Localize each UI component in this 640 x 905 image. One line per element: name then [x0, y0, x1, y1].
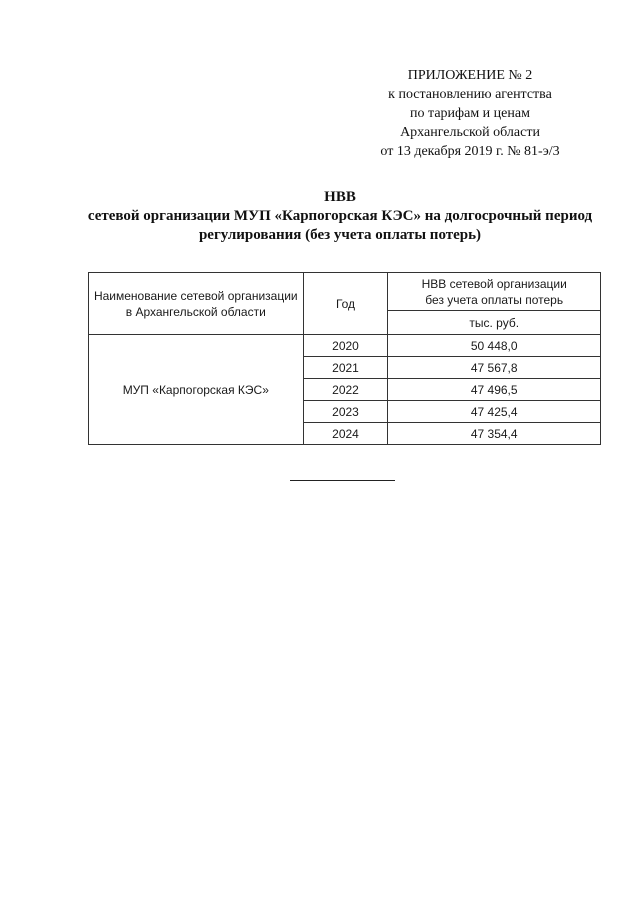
- header-value-line1: НВВ сетевой организации: [421, 276, 567, 291]
- year-cell: 2021: [303, 357, 388, 379]
- value-cell: 50 448,0: [388, 335, 601, 357]
- header-name-line2: в Архангельской области: [125, 304, 266, 319]
- title-abbrev: НВВ: [324, 189, 356, 205]
- header-value-line2: без учета оплаты потерь: [425, 292, 564, 307]
- year-cell: 2020: [303, 335, 388, 357]
- appendix-ref-line: к постановлению агентства: [388, 87, 552, 102]
- year-cell: 2023: [303, 401, 388, 423]
- appendix-region-line: Архангельской области: [400, 125, 540, 140]
- appendix-number: ПРИЛОЖЕНИЕ № 2: [407, 68, 533, 83]
- table-header-row: [89, 273, 601, 311]
- year-cell: 2022: [303, 379, 388, 401]
- value-cell: 47 567,8: [388, 357, 601, 379]
- table-row: [89, 335, 601, 357]
- year-cell: 2024: [303, 423, 388, 445]
- appendix-header: [360, 66, 580, 161]
- closing-separator-line: [290, 480, 395, 481]
- header-name-line1: Наименование сетевой организации: [93, 288, 298, 303]
- organization-name-cell: МУП «Карпогорская КЭС»: [89, 335, 304, 445]
- value-cell: 47 354,4: [388, 423, 601, 445]
- header-organization-name: [89, 273, 304, 335]
- header-nvv: [388, 273, 601, 311]
- title-subject: сетевой организации МУП «Карпогорская КЭС» на долгосрочный период: [87, 208, 593, 224]
- value-cell: 47 496,5: [388, 379, 601, 401]
- document-title: [70, 188, 610, 245]
- header-unit: тыс. руб.: [388, 311, 601, 335]
- value-cell: 47 425,4: [388, 401, 601, 423]
- header-year: Год: [303, 273, 388, 335]
- appendix-date-line: от 13 декабря 2019 г. № 81-э/3: [380, 144, 560, 159]
- appendix-agency-line: по тарифам и ценам: [410, 106, 530, 121]
- nvv-table: [88, 272, 601, 445]
- title-subject-cont: регулирования (без учета оплаты потерь): [198, 227, 482, 243]
